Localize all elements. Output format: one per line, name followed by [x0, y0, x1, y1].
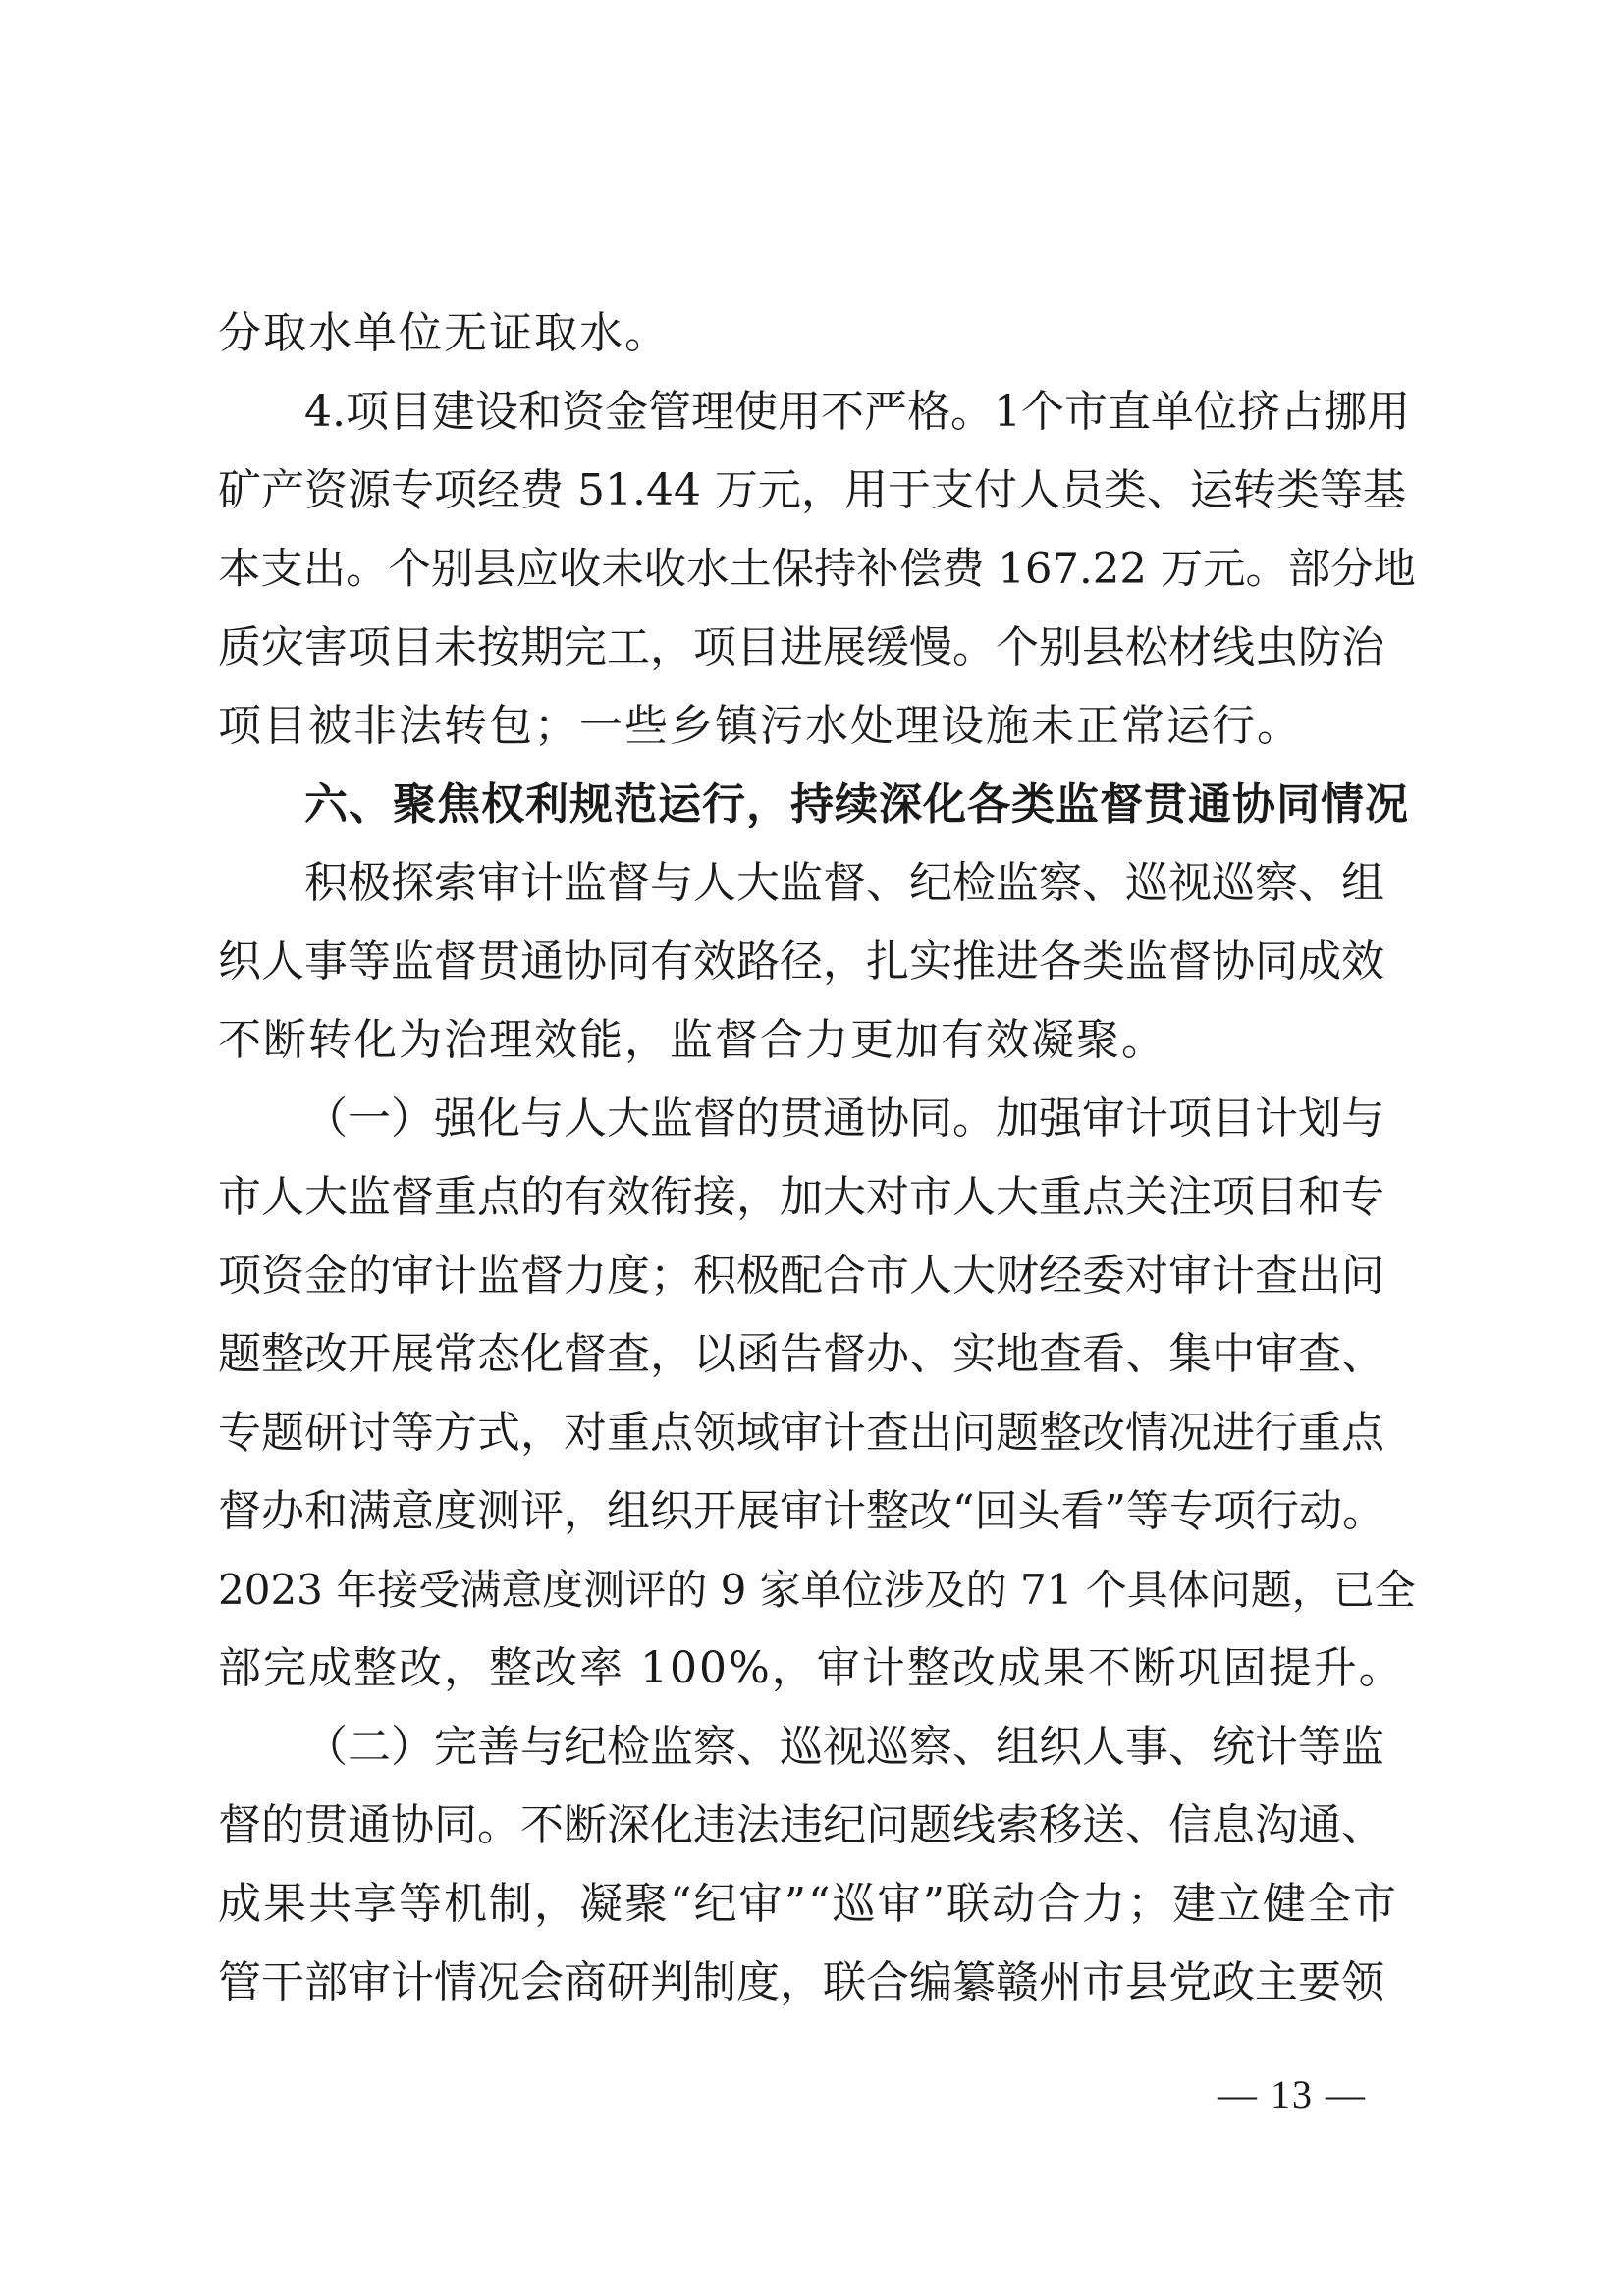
paragraph-line: 督办和满意度测评，组织开展审计整改“回头看”等专项行动。	[218, 1486, 1385, 1536]
paragraph-line: （一）强化与人大监督的贯通协同。加强审计项目计划与	[304, 1094, 1384, 1144]
paragraph-line: 分取水单位无证取水。	[218, 308, 670, 358]
paragraph-line: 管干部审计情况会商研判制度，联合编纂赣州市县党政主要领	[218, 1957, 1384, 2007]
paragraph-line: 矿产资源专项经费 51.44 万元，用于支付人员类、运转类等基	[218, 465, 1406, 515]
paragraph-line: 质灾害项目未按期完工，项目进展缓慢。个别县松材线虫防治	[218, 622, 1384, 672]
page-number: — 13 —	[1218, 2072, 1367, 2116]
paragraph-line: 4.项目建设和资金管理使用不严格。1个市直单位挤占挪用	[304, 387, 1410, 437]
paragraph-line: 专题研讨等方式，对重点领域审计查出问题整改情况进行重点	[218, 1408, 1384, 1458]
paragraph-line: 本支出。个别县应收未收水土保持补偿费 167.22 万元。部分地	[218, 545, 1416, 594]
paragraph-line: 积极探索审计监督与人大监督、纪检监察、巡视巡察、组	[304, 858, 1384, 908]
paragraph-line: 2023 年接受满意度测评的 9 家单位涉及的 71 个具体问题，已全	[218, 1566, 1416, 1614]
paragraph-line: 织人事等监督贯通协同有效路径，扎实推进各类监督协同成效	[218, 936, 1384, 987]
paragraph-line: 不断转化为治理效能，监督合力更加有效凝聚。	[218, 1015, 1166, 1065]
paragraph-line: 成果共享等机制，凝聚“纪审”“巡审”联动合力；建立健全市	[218, 1879, 1398, 1929]
paragraph-line: 项目被非法转包；一些乡镇污水处理设施未正常运行。	[218, 701, 1302, 751]
paragraph-line: 市人大监督重点的有效衔接，加大对市人大重点关注项目和专	[218, 1172, 1384, 1222]
paragraph-line: 部完成整改，整改率 100%，审计整改成果不断巩固提升。	[218, 1643, 1404, 1693]
paragraph-line: 题整改开展常态化督查，以函告督办、实地查看、集中审查、	[218, 1329, 1384, 1379]
paragraph-line: 督的贯通协同。不断深化违法违纪问题线索移送、信息沟通、	[218, 1800, 1384, 1850]
section-heading: 六、聚焦权利规范运行，持续深化各类监督贯通协同情况	[304, 779, 1409, 829]
paragraph-line: （二）完善与纪检监察、巡视巡察、组织人事、统计等监	[304, 1722, 1384, 1772]
paragraph-line: 项资金的审计监督力度；积极配合市人大财经委对审计查出问	[218, 1251, 1384, 1301]
